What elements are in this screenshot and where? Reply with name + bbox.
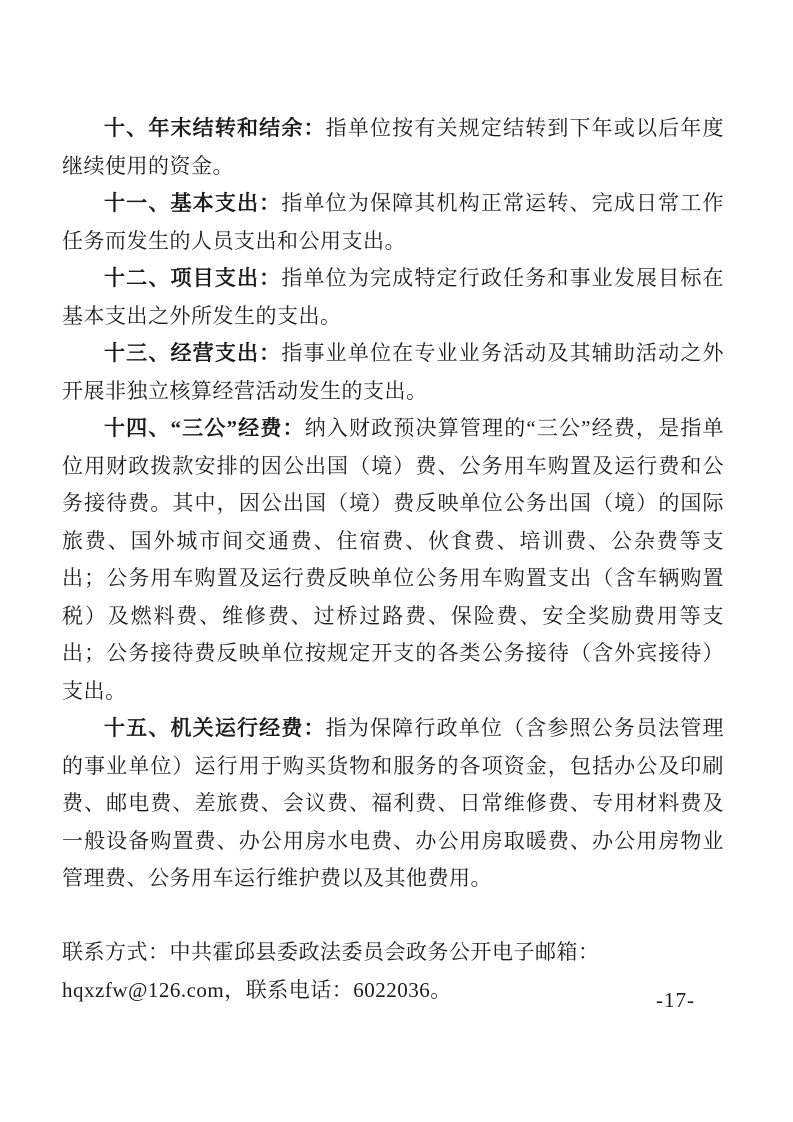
contact-phone: ，联系电话：6022036。 (224, 977, 452, 1002)
definition-paragraph (62, 185, 724, 260)
definition-paragraph (62, 410, 724, 710)
definition-paragraph (62, 710, 724, 898)
definition-description: 指单位为完成特定行政任务和事业发展目标在基本支出之外所发生的支出。 (62, 266, 725, 328)
definition-paragraph (62, 335, 724, 410)
definition-description: 指单位为保障其机构正常运转、完成日常工作任务而发生的人员支出和公用支出。 (62, 191, 725, 253)
definition-description: 指单位按有关规定结转到下年或以后年度继续使用的资金。 (62, 116, 725, 178)
document-body (62, 110, 724, 1030)
definition-term: 十四、“三公”经费： (104, 416, 305, 440)
page-number: -17- (656, 988, 695, 1012)
definition-paragraph (62, 110, 724, 185)
definition-description: 纳入财政预决算管理的“三公”经费，是指单位用财政拨款安排的因公出国（境）费、公务用车购置及运行费和公务接待费。其中，因公出国（境）费反映单位公务出国（境）的国际旅费、国外城市间交通费、住宿费、伙食费、培训费、公杂费等支出；公务用车购置及运行费反映单位公务用车购置支出（含车辆购置税）及燃料费、维修费、过桥过路费、保险费、安全奖励费用等支出；公务接待费反映单位按规定开支的各类公务接待（含外宾接待）支出。 (62, 416, 725, 703)
definition-paragraph (62, 260, 724, 335)
definition-term: 十一、基本支出： (104, 191, 282, 215)
contact-email: hqxzfw@126.com (62, 977, 225, 1002)
definition-description: 指为保障行政单位（含参照公务员法管理的事业单位）运行用于购买货物和服务的各项资金，包括办公及印刷费、邮电费、差旅费、会议费、福利费、日常维修费、专用材料费及一般设备购置费、办公用房水电费、办公用房取暖费、办公用房物业管理费、公务用车运行维护费以及其他费用。 (62, 716, 725, 890)
contact-intro: 联系方式：中共霍邱县委政法委员会政务公开电子邮箱： (62, 939, 600, 964)
definition-term: 十、年末结转和结余： (104, 116, 326, 140)
definition-description: 指事业单位在专业业务活动及其辅助活动之外开展非独立核算经营活动发生的支出。 (62, 341, 725, 403)
contact-details (62, 971, 724, 1009)
definition-term: 十二、项目支出： (104, 266, 282, 290)
contact-block (62, 933, 724, 1009)
definition-term: 十三、经营支出： (104, 341, 282, 365)
definition-term: 十五、机关运行经费： (104, 716, 326, 740)
